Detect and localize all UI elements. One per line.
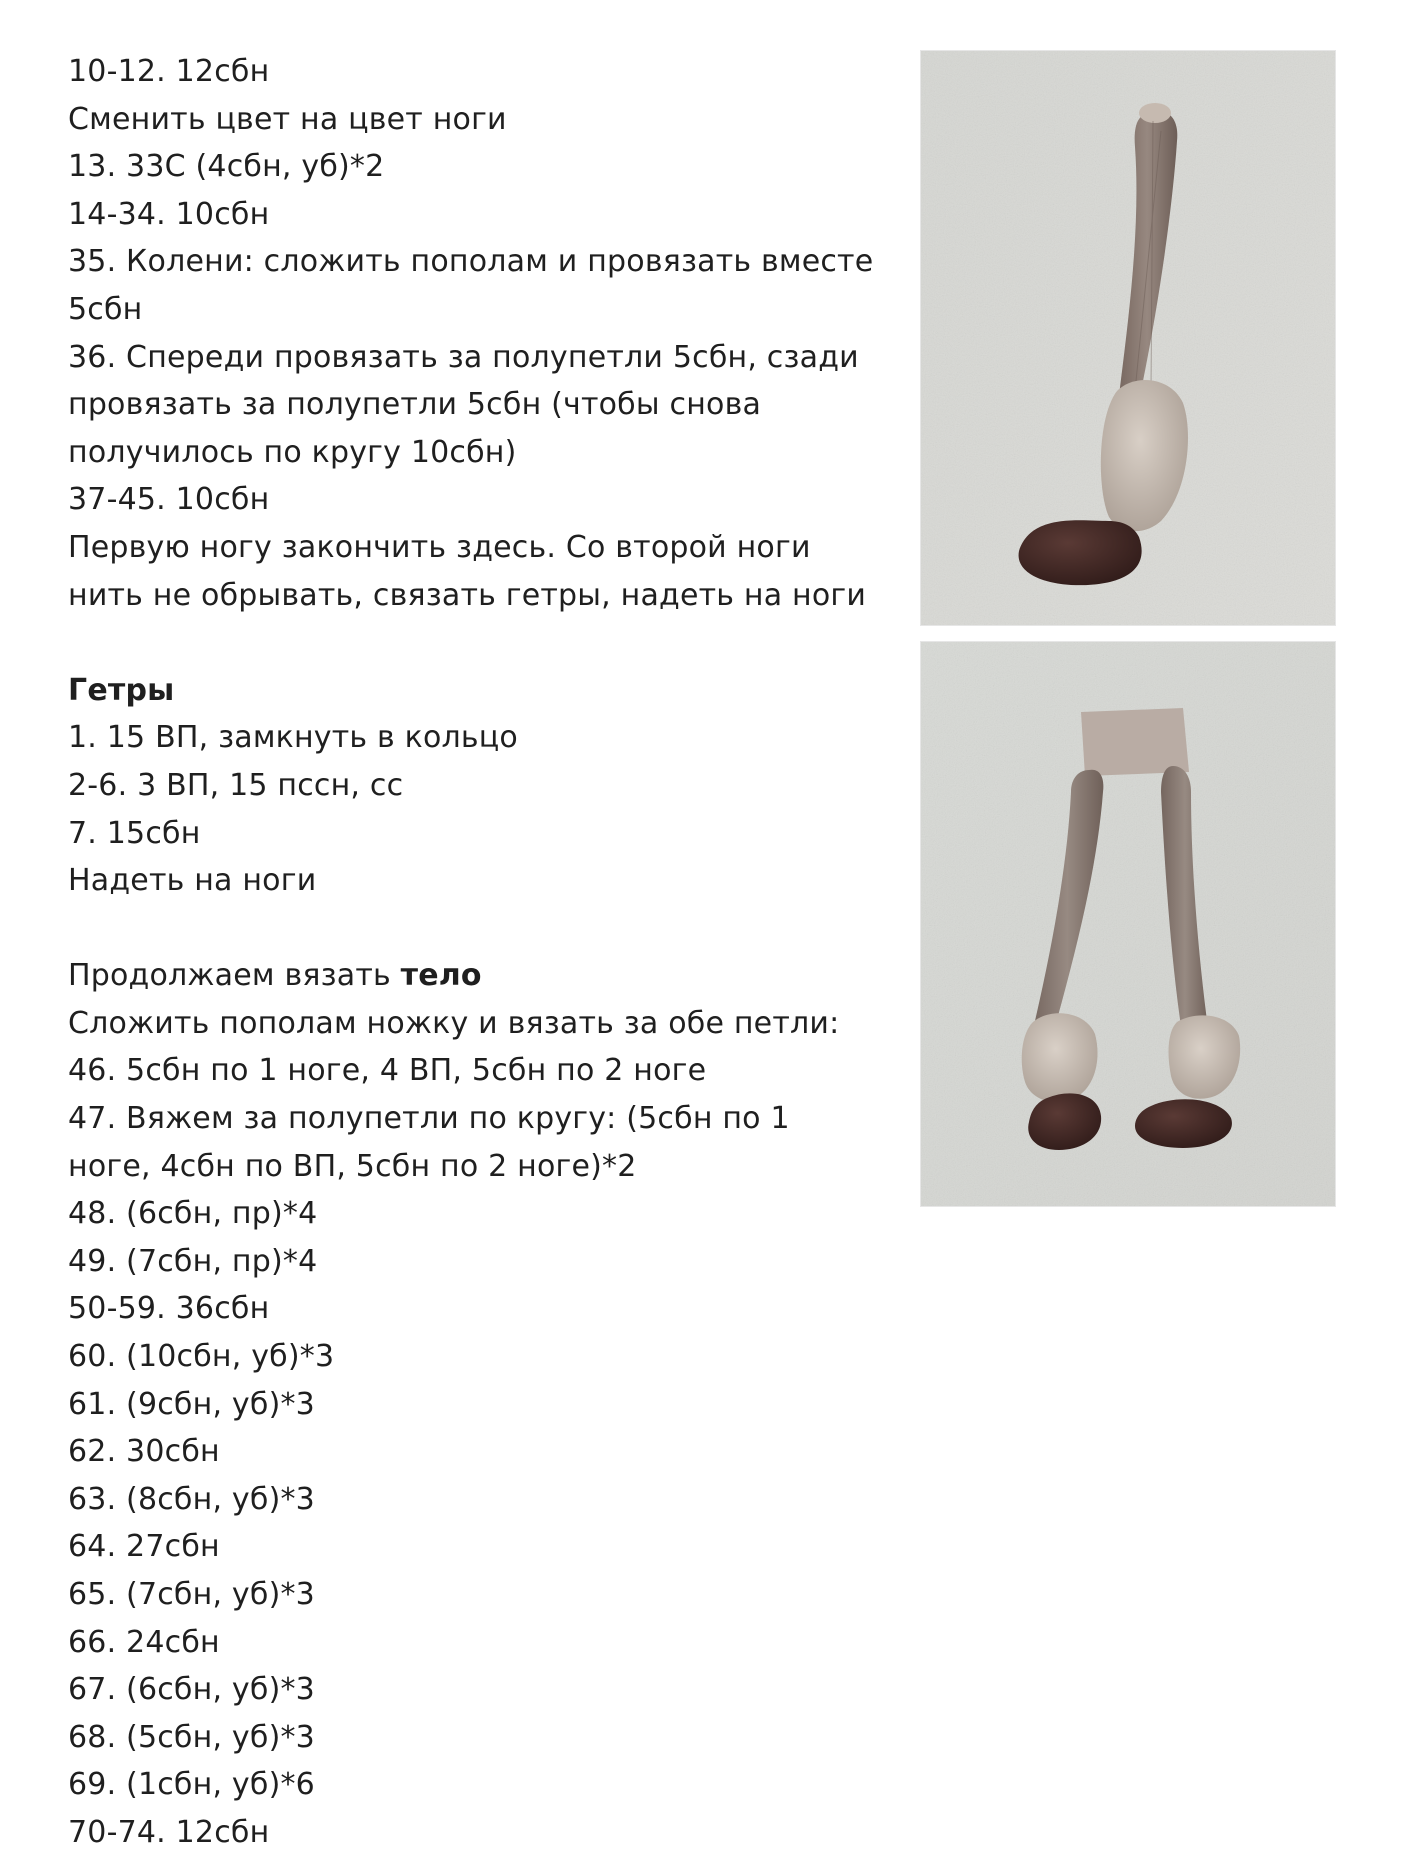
pattern-line: ноге, 4сбн по ВП, 5сбн по 2 ноге)*2	[68, 1148, 637, 1184]
pattern-line: нить не обрывать, связать гетры, надеть на ноги	[68, 577, 867, 613]
pattern-line: 5сбн	[68, 291, 143, 327]
body-intro-bold: тело	[400, 958, 482, 994]
pattern-line: 50-59. 36сбн	[68, 1291, 270, 1327]
body-intro-text: Продолжаем вязать	[68, 958, 401, 994]
pattern-line: 70-74. 12сбн	[68, 1814, 270, 1850]
spacer	[68, 619, 908, 667]
pattern-line: 62. 30сбн	[68, 1434, 220, 1470]
shoe-shape	[1019, 520, 1142, 585]
pattern-line: 67. (6сбн, уб)*3	[68, 1672, 315, 1708]
photo-single-leg	[920, 50, 1336, 626]
pattern-line: 69. (1сбн, уб)*6	[68, 1767, 315, 1803]
pattern-line: 14-34. 10сбн	[68, 196, 270, 232]
pattern-line: 36. Спереди провязать за полупетли 5сбн, сзади	[68, 339, 859, 375]
body-intro	[68, 952, 908, 1000]
pattern-section-leggings	[68, 667, 908, 905]
pattern-line: 35. Колени: сложить пополам и провязать вместе	[68, 244, 874, 280]
pattern-line: Сменить цвет на цвет ноги	[68, 101, 507, 137]
pattern-line: 64. 27сбн	[68, 1529, 220, 1565]
pattern-line: провязать за полупетли 5сбн (чтобы снова	[68, 387, 762, 423]
pattern-line: 7. 15сбн	[68, 815, 201, 851]
pattern-line: 49. (7сбн, пр)*4	[68, 1243, 318, 1279]
spacer	[68, 905, 908, 953]
pattern-line: 60. (10сбн, уб)*3	[68, 1339, 335, 1375]
pattern-line: 63. (8сбн, уб)*3	[68, 1481, 315, 1517]
pattern-line: 68. (5сбн, уб)*3	[68, 1719, 315, 1755]
pattern-line: Сложить пополам ножку и вязать за обе петли:	[68, 1005, 840, 1041]
pattern-section-leg	[68, 48, 908, 619]
pattern-line: 2-6. 3 ВП, 15 пссн, сс	[68, 767, 404, 803]
pattern-section-body	[68, 952, 908, 1856]
pattern-line: 1. 15 ВП, замкнуть в кольцо	[68, 720, 518, 756]
pattern-line: 13. 33С (4сбн, уб)*2	[68, 149, 385, 185]
pattern-line: 37-45. 10сбн	[68, 482, 270, 518]
pattern-line: 66. 24сбн	[68, 1624, 220, 1660]
pattern-line: Первую ногу закончить здесь. Со второй ноги	[68, 529, 811, 565]
pattern-text	[68, 48, 908, 1857]
pattern-line: Надеть на ноги	[68, 863, 317, 899]
pattern-line: 65. (7сбн, уб)*3	[68, 1577, 315, 1612]
pattern-line: 10-12. 12сбн	[68, 54, 270, 89]
top-band-shape	[1081, 708, 1189, 776]
pattern-line: 46. 5сбн по 1 ноге, 4 ВП, 5сбн по 2 ноге	[68, 1053, 707, 1089]
photo-joined-legs	[920, 641, 1336, 1207]
joined-legs-illustration	[921, 642, 1335, 1206]
pattern-line: 48. (6сбн, пр)*4	[68, 1196, 318, 1232]
pattern-line: 61. (9сбн, уб)*3	[68, 1386, 315, 1422]
single-leg-illustration	[921, 51, 1335, 625]
pattern-line: 47. Вяжем за полупетли по кругу: (5сбн по 1	[68, 1101, 790, 1137]
leggings-heading: Гетры	[68, 672, 175, 708]
pattern-line: получилось по кругу 10сбн)	[68, 434, 517, 470]
